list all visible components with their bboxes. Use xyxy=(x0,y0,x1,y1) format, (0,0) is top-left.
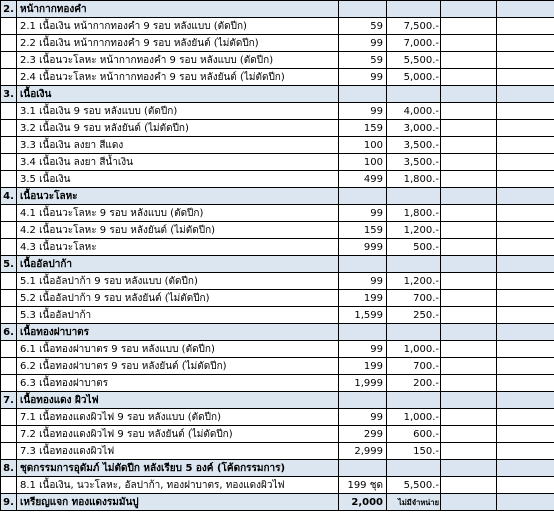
empty-cell xyxy=(441,86,497,103)
empty-cell xyxy=(497,290,554,307)
empty-cell xyxy=(441,460,497,477)
item-price: 4,000.- xyxy=(387,103,441,120)
section-number: 2. xyxy=(1,1,17,18)
empty-cell xyxy=(441,18,497,35)
empty-cell xyxy=(387,188,441,205)
item-price: 5,500.- xyxy=(387,52,441,69)
empty-cell xyxy=(497,341,554,358)
item-price: 3,500.- xyxy=(387,154,441,171)
empty-cell xyxy=(1,154,17,171)
item-quantity: 59 xyxy=(339,52,387,69)
section-number: 8. xyxy=(1,460,17,477)
item-row xyxy=(1,52,554,69)
empty-cell xyxy=(441,256,497,273)
section-header-row xyxy=(1,494,554,511)
section-price: ไม่มีจำหน่าย xyxy=(387,494,441,511)
empty-cell xyxy=(1,137,17,154)
empty-cell xyxy=(1,35,17,52)
empty-cell xyxy=(441,205,497,222)
empty-cell xyxy=(441,392,497,409)
item-description: 2.1 เนื้อเงิน หน้ากากทองคำ 9 รอบ หลังแบบ (ตัดปีก) xyxy=(17,18,339,35)
item-quantity: 1,599 xyxy=(339,307,387,324)
empty-cell xyxy=(441,137,497,154)
empty-cell xyxy=(441,307,497,324)
empty-cell xyxy=(441,120,497,137)
item-quantity: 199 ชุด xyxy=(339,477,387,494)
section-title: เนื้อเงิน xyxy=(17,86,339,103)
section-header-row xyxy=(1,256,554,273)
item-description: 5.3 เนื้ออัลปาก้า xyxy=(17,307,339,324)
empty-cell xyxy=(387,1,441,18)
item-quantity: 199 xyxy=(339,290,387,307)
item-row xyxy=(1,307,554,324)
section-header-row xyxy=(1,188,554,205)
item-description: 3.1 เนื้อเงิน 9 รอบ หลังแบบ (ตัดปีก) xyxy=(17,103,339,120)
item-description: 3.5 เนื้อเงิน xyxy=(17,171,339,188)
empty-cell xyxy=(441,35,497,52)
section-number: 3. xyxy=(1,86,17,103)
empty-cell xyxy=(339,460,387,477)
empty-cell xyxy=(497,52,554,69)
item-price: 1,200.- xyxy=(387,222,441,239)
empty-cell xyxy=(497,86,554,103)
item-description: 2.2 เนื้อเงิน หน้ากากทองคำ 9 รอบ หลังยันต์ (ไม่ตัดปีก) xyxy=(17,35,339,52)
empty-cell xyxy=(441,477,497,494)
empty-cell xyxy=(1,307,17,324)
item-quantity: 100 xyxy=(339,137,387,154)
empty-cell xyxy=(497,358,554,375)
empty-cell xyxy=(1,18,17,35)
item-description: 7.3 เนื้อทองแดงผิวไฟ xyxy=(17,443,339,460)
empty-cell xyxy=(339,1,387,18)
empty-cell xyxy=(441,341,497,358)
empty-cell xyxy=(441,494,497,511)
item-row xyxy=(1,171,554,188)
empty-cell xyxy=(1,239,17,256)
section-quantity: 2,000 xyxy=(339,494,387,511)
section-number: 7. xyxy=(1,392,17,409)
item-quantity: 159 xyxy=(339,120,387,137)
empty-cell xyxy=(1,69,17,86)
item-quantity: 100 xyxy=(339,154,387,171)
empty-cell xyxy=(497,443,554,460)
item-row xyxy=(1,35,554,52)
empty-cell xyxy=(387,256,441,273)
empty-cell xyxy=(1,375,17,392)
empty-cell xyxy=(497,154,554,171)
item-row xyxy=(1,426,554,443)
item-row xyxy=(1,154,554,171)
item-price: 600.- xyxy=(387,426,441,443)
empty-cell xyxy=(497,205,554,222)
item-description: 6.2 เนื้อทองฝาบาตร 9 รอบ หลังยันต์ (ไม่ตัดปีก) xyxy=(17,358,339,375)
empty-cell xyxy=(387,460,441,477)
item-quantity: 99 xyxy=(339,35,387,52)
section-number: 4. xyxy=(1,188,17,205)
section-title: เนื้อทองฝาบาตร xyxy=(17,324,339,341)
empty-cell xyxy=(441,426,497,443)
empty-cell xyxy=(441,52,497,69)
empty-cell xyxy=(387,86,441,103)
empty-cell xyxy=(497,392,554,409)
empty-cell xyxy=(497,103,554,120)
section-number: 5. xyxy=(1,256,17,273)
item-price: 1,000.- xyxy=(387,409,441,426)
item-description: 7.2 เนื้อทองแดงผิวไฟ 9 รอบ หลังยันต์ (ไม่ตัดปีก) xyxy=(17,426,339,443)
item-price: 1,800.- xyxy=(387,171,441,188)
section-title: เนื้อทองแดง ผิวไฟ xyxy=(17,392,339,409)
item-description: 3.3 เนื้อเงิน ลงยา สีแดง xyxy=(17,137,339,154)
section-title: หน้ากากทองคำ xyxy=(17,1,339,18)
item-row xyxy=(1,137,554,154)
empty-cell xyxy=(441,222,497,239)
item-price: 3,500.- xyxy=(387,137,441,154)
empty-cell xyxy=(441,375,497,392)
item-row xyxy=(1,341,554,358)
item-description: 7.1 เนื้อทองแดงผิวไฟ 9 รอบ หลังแบบ (ตัดปีก) xyxy=(17,409,339,426)
item-quantity: 99 xyxy=(339,409,387,426)
item-row xyxy=(1,375,554,392)
section-title: เนื้ออัลปาก้า xyxy=(17,256,339,273)
empty-cell xyxy=(497,171,554,188)
empty-cell xyxy=(497,120,554,137)
empty-cell xyxy=(497,188,554,205)
section-title: เนื้อนวะโลหะ xyxy=(17,188,339,205)
item-description: 4.3 เนื้อนวะโลหะ xyxy=(17,239,339,256)
empty-cell xyxy=(1,443,17,460)
empty-cell xyxy=(1,290,17,307)
item-price: 3,000.- xyxy=(387,120,441,137)
empty-cell xyxy=(497,477,554,494)
empty-cell xyxy=(497,375,554,392)
empty-cell xyxy=(497,239,554,256)
empty-cell xyxy=(497,426,554,443)
empty-cell xyxy=(339,392,387,409)
empty-cell xyxy=(497,409,554,426)
item-row xyxy=(1,120,554,137)
empty-cell xyxy=(441,273,497,290)
item-quantity: 99 xyxy=(339,341,387,358)
item-description: 6.1 เนื้อทองฝาบาตร 9 รอบ หลังแบบ (ตัดปีก) xyxy=(17,341,339,358)
empty-cell xyxy=(1,477,17,494)
empty-cell xyxy=(497,35,554,52)
empty-cell xyxy=(339,256,387,273)
empty-cell xyxy=(497,307,554,324)
item-quantity: 59 xyxy=(339,18,387,35)
item-quantity: 99 xyxy=(339,103,387,120)
empty-cell xyxy=(497,494,554,511)
item-row xyxy=(1,358,554,375)
item-price: 700.- xyxy=(387,290,441,307)
item-price: 500.- xyxy=(387,239,441,256)
item-price: 5,500.- xyxy=(387,477,441,494)
empty-cell xyxy=(441,154,497,171)
empty-cell xyxy=(497,137,554,154)
empty-cell xyxy=(441,171,497,188)
section-header-row xyxy=(1,460,554,477)
item-price: 700.- xyxy=(387,358,441,375)
item-quantity: 99 xyxy=(339,273,387,290)
item-quantity: 99 xyxy=(339,69,387,86)
empty-cell xyxy=(387,324,441,341)
section-number: 9. xyxy=(1,494,17,511)
empty-cell xyxy=(387,392,441,409)
item-price: 1,200.- xyxy=(387,273,441,290)
item-description: 2.3 เนื้อนวะโลหะ หน้ากากทองคำ 9 รอบ หลังแบบ (ตัดปีก) xyxy=(17,52,339,69)
section-title: ชุดกรรมการอุดัมภ์ ไม่ตัดปีก หลังเรียบ 5 องค์ (โค้ดกรรมการ) xyxy=(17,460,339,477)
section-header-row xyxy=(1,392,554,409)
empty-cell xyxy=(497,1,554,18)
item-row xyxy=(1,477,554,494)
empty-cell xyxy=(497,273,554,290)
empty-cell xyxy=(1,358,17,375)
item-quantity: 2,999 xyxy=(339,443,387,460)
section-header-row xyxy=(1,324,554,341)
empty-cell xyxy=(441,239,497,256)
item-price: 7,000.- xyxy=(387,35,441,52)
item-quantity: 1,999 xyxy=(339,375,387,392)
section-header-row xyxy=(1,86,554,103)
item-row xyxy=(1,443,554,460)
item-price: 250.- xyxy=(387,307,441,324)
empty-cell xyxy=(1,273,17,290)
empty-cell xyxy=(441,69,497,86)
item-description: 3.4 เนื้อเงิน ลงยา สีน้ำเงิน xyxy=(17,154,339,171)
empty-cell xyxy=(497,324,554,341)
empty-cell xyxy=(1,205,17,222)
empty-cell xyxy=(1,341,17,358)
item-price: 200.- xyxy=(387,375,441,392)
item-description: 5.1 เนื้ออัลปาก้า 9 รอบ หลังแบบ (ตัดปีก) xyxy=(17,273,339,290)
empty-cell xyxy=(1,103,17,120)
item-row xyxy=(1,290,554,307)
empty-cell xyxy=(441,443,497,460)
item-price: 1,000.- xyxy=(387,341,441,358)
empty-cell xyxy=(1,409,17,426)
empty-cell xyxy=(339,86,387,103)
item-quantity: 999 xyxy=(339,239,387,256)
item-row xyxy=(1,18,554,35)
item-row xyxy=(1,239,554,256)
empty-cell xyxy=(1,171,17,188)
empty-cell xyxy=(441,409,497,426)
item-row xyxy=(1,69,554,86)
item-row xyxy=(1,273,554,290)
item-price: 150.- xyxy=(387,443,441,460)
item-quantity: 159 xyxy=(339,222,387,239)
item-quantity: 199 xyxy=(339,358,387,375)
item-row xyxy=(1,222,554,239)
empty-cell xyxy=(497,460,554,477)
empty-cell xyxy=(441,188,497,205)
empty-cell xyxy=(441,358,497,375)
item-description: 3.2 เนื้อเงิน 9 รอบ หลังยันต์ (ไม่ตัดปีก) xyxy=(17,120,339,137)
section-title: เหรียญแจก ทองแดงรมมันปู xyxy=(17,494,339,511)
item-description: 2.4 เนื้อนวะโลหะ หน้ากากทองคำ 9 รอบ หลังยันต์ (ไม่ตัดปีก) xyxy=(17,69,339,86)
empty-cell xyxy=(339,324,387,341)
empty-cell xyxy=(441,103,497,120)
item-description: 4.1 เนื้อนวะโลหะ 9 รอบ หลังแบบ (ตัดปีก) xyxy=(17,205,339,222)
item-row xyxy=(1,103,554,120)
empty-cell xyxy=(441,1,497,18)
empty-cell xyxy=(497,256,554,273)
item-quantity: 299 xyxy=(339,426,387,443)
item-quantity: 99 xyxy=(339,205,387,222)
item-row xyxy=(1,409,554,426)
item-row xyxy=(1,205,554,222)
item-price: 5,000.- xyxy=(387,69,441,86)
item-description: 8.1 เนื้อเงิน, นวะโลหะ, อัลปาก้า, ทองฝาบาตร, ทองแดงผิวไฟ xyxy=(17,477,339,494)
item-description: 5.2 เนื้ออัลปาก้า 9 รอบ หลังยันต์ (ไม่ตัดปีก) xyxy=(17,290,339,307)
empty-cell xyxy=(1,120,17,137)
empty-cell xyxy=(1,222,17,239)
item-quantity: 499 xyxy=(339,171,387,188)
item-price: 7,500.- xyxy=(387,18,441,35)
empty-cell xyxy=(339,188,387,205)
item-description: 4.2 เนื้อนวะโลหะ 9 รอบ หลังยันต์ (ไม่ตัดปีก) xyxy=(17,222,339,239)
item-description: 6.3 เนื้อทองฝาบาตร xyxy=(17,375,339,392)
empty-cell xyxy=(497,69,554,86)
section-header-row xyxy=(1,1,554,18)
empty-cell xyxy=(497,18,554,35)
item-price: 1,800.- xyxy=(387,205,441,222)
empty-cell xyxy=(441,290,497,307)
empty-cell xyxy=(441,324,497,341)
empty-cell xyxy=(1,426,17,443)
empty-cell xyxy=(497,222,554,239)
empty-cell xyxy=(1,52,17,69)
section-number: 6. xyxy=(1,324,17,341)
